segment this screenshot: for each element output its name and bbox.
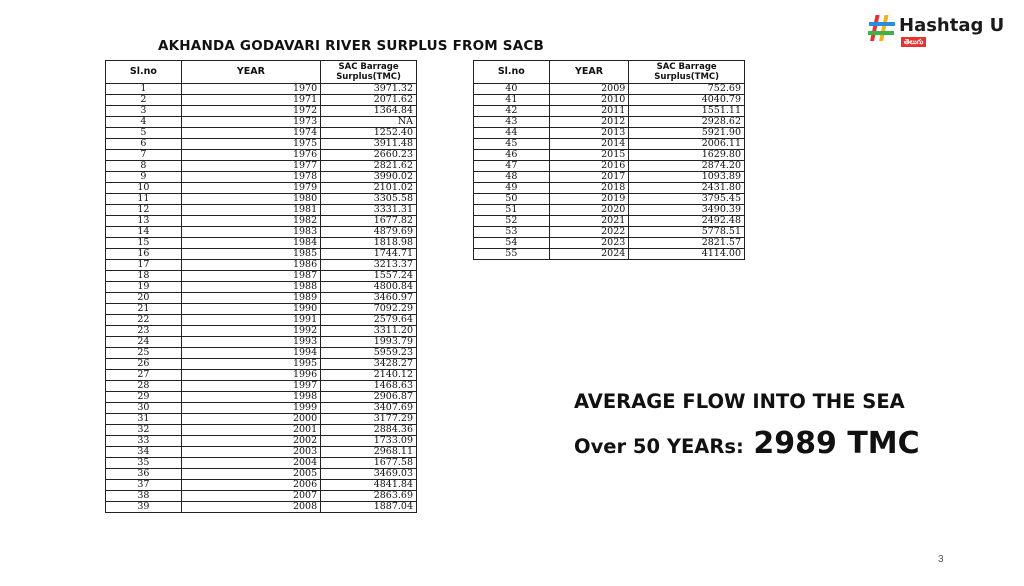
table-row — [474, 194, 745, 205]
cell-sl-no: 5 — [106, 128, 182, 139]
table-row — [106, 414, 417, 425]
table-row — [106, 392, 417, 403]
cell-surplus: 5778.51 — [629, 227, 745, 238]
table-row — [474, 238, 745, 249]
cell-surplus: 3469.03 — [321, 469, 417, 480]
cell-surplus: 2884.36 — [321, 425, 417, 436]
cell-year: 2000 — [181, 414, 320, 425]
cell-surplus: 2101.02 — [321, 183, 417, 194]
cell-surplus: 4114.00 — [629, 249, 745, 260]
cell-year: 1982 — [181, 216, 320, 227]
cell-year: 2008 — [181, 502, 320, 513]
hash-bar-1 — [870, 15, 880, 41]
table-row — [106, 150, 417, 161]
cell-year: 1980 — [181, 194, 320, 205]
table-row — [106, 95, 417, 106]
cell-surplus: 2140.12 — [321, 370, 417, 381]
table-row — [106, 172, 417, 183]
cell-surplus: 3177.29 — [321, 414, 417, 425]
header-sl-no: Sl.no — [474, 61, 550, 84]
cell-surplus: 2874.20 — [629, 161, 745, 172]
cell-year: 2014 — [549, 139, 629, 150]
cell-sl-no: 29 — [106, 392, 182, 403]
cell-sl-no: 31 — [106, 414, 182, 425]
average-flow-prefix: Over 50 YEARs: — [574, 435, 744, 458]
table-row — [106, 381, 417, 392]
table-row — [106, 502, 417, 513]
cell-sl-no: 47 — [474, 161, 550, 172]
cell-year: 1989 — [181, 293, 320, 304]
cell-year: 1996 — [181, 370, 320, 381]
cell-surplus: 752.69 — [629, 84, 745, 95]
cell-surplus: 3460.97 — [321, 293, 417, 304]
cell-surplus: 1093.89 — [629, 172, 745, 183]
cell-sl-no: 11 — [106, 194, 182, 205]
cell-sl-no: 46 — [474, 150, 550, 161]
table-row — [106, 249, 417, 260]
header-surplus-line1: SAC Barrage — [656, 62, 717, 72]
cell-sl-no: 1 — [106, 84, 182, 95]
cell-sl-no: 55 — [474, 249, 550, 260]
cell-sl-no: 50 — [474, 194, 550, 205]
cell-surplus: 2928.62 — [629, 117, 745, 128]
cell-year: 1984 — [181, 238, 320, 249]
cell-surplus: 3490.39 — [629, 205, 745, 216]
cell-surplus: 3305.58 — [321, 194, 417, 205]
cell-sl-no: 51 — [474, 205, 550, 216]
cell-year: 2018 — [549, 183, 629, 194]
cell-sl-no: 16 — [106, 249, 182, 260]
cell-surplus: 3971.32 — [321, 84, 417, 95]
average-flow-heading: AVERAGE FLOW INTO THE SEA — [574, 390, 905, 413]
cell-sl-no: 2 — [106, 95, 182, 106]
cell-sl-no: 22 — [106, 315, 182, 326]
cell-surplus: 4040.79 — [629, 95, 745, 106]
table-row — [106, 315, 417, 326]
cell-sl-no: 6 — [106, 139, 182, 150]
cell-sl-no: 8 — [106, 161, 182, 172]
cell-sl-no: 34 — [106, 447, 182, 458]
table-row — [474, 139, 745, 150]
cell-year: 1972 — [181, 106, 320, 117]
cell-year: 1976 — [181, 150, 320, 161]
cell-year: 1978 — [181, 172, 320, 183]
cell-year: 2017 — [549, 172, 629, 183]
cell-surplus: 3331.31 — [321, 205, 417, 216]
cell-year: 1974 — [181, 128, 320, 139]
table-row — [474, 183, 745, 194]
cell-year: 1992 — [181, 326, 320, 337]
cell-sl-no: 21 — [106, 304, 182, 315]
cell-surplus: 7092.29 — [321, 304, 417, 315]
cell-year: 2015 — [549, 150, 629, 161]
cell-surplus: 3911.48 — [321, 139, 417, 150]
cell-sl-no: 15 — [106, 238, 182, 249]
table-row — [106, 117, 417, 128]
table-row — [106, 139, 417, 150]
cell-year: 1995 — [181, 359, 320, 370]
hash-bar-2 — [879, 15, 889, 41]
cell-surplus: 1993.79 — [321, 337, 417, 348]
cell-surplus: 1252.40 — [321, 128, 417, 139]
header-year: YEAR — [181, 61, 320, 84]
table-row — [106, 304, 417, 315]
table-row — [474, 128, 745, 139]
table-row — [106, 194, 417, 205]
cell-sl-no: 52 — [474, 216, 550, 227]
cell-surplus: 3990.02 — [321, 172, 417, 183]
cell-surplus: 2660.23 — [321, 150, 417, 161]
cell-sl-no: 20 — [106, 293, 182, 304]
cell-sl-no: 39 — [106, 502, 182, 513]
average-flow-value-line — [574, 426, 920, 461]
cell-surplus: 1364.84 — [321, 106, 417, 117]
cell-year: 2001 — [181, 425, 320, 436]
cell-sl-no: 3 — [106, 106, 182, 117]
table-title: AKHANDA GODAVARI RIVER SURPLUS FROM SACB — [158, 38, 544, 54]
table-row — [106, 106, 417, 117]
cell-year: 1999 — [181, 403, 320, 414]
cell-sl-no: 18 — [106, 271, 182, 282]
cell-sl-no: 48 — [474, 172, 550, 183]
average-flow-value: 2989 TMC — [753, 426, 920, 461]
cell-year: 1993 — [181, 337, 320, 348]
cell-surplus: 1744.71 — [321, 249, 417, 260]
table-row — [106, 458, 417, 469]
cell-surplus: 4841.84 — [321, 480, 417, 491]
cell-sl-no: 30 — [106, 403, 182, 414]
cell-year: 2013 — [549, 128, 629, 139]
cell-sl-no: 13 — [106, 216, 182, 227]
cell-surplus: 2492.48 — [629, 216, 745, 227]
cell-surplus: 3311.20 — [321, 326, 417, 337]
hash-bar-3 — [869, 22, 895, 26]
logo-text: Hashtag U — [899, 15, 1005, 36]
cell-sl-no: 4 — [106, 117, 182, 128]
surplus-table-left — [105, 60, 417, 513]
cell-sl-no: 27 — [106, 370, 182, 381]
table-row — [106, 260, 417, 271]
table-row — [474, 249, 745, 260]
cell-year: 2016 — [549, 161, 629, 172]
cell-sl-no: 53 — [474, 227, 550, 238]
table-row — [474, 227, 745, 238]
cell-sl-no: 49 — [474, 183, 550, 194]
table-row — [474, 161, 745, 172]
cell-surplus: 2863.69 — [321, 491, 417, 502]
cell-sl-no: 24 — [106, 337, 182, 348]
cell-year: 1991 — [181, 315, 320, 326]
cell-sl-no: 40 — [474, 84, 550, 95]
table-row — [106, 271, 417, 282]
cell-sl-no: 38 — [106, 491, 182, 502]
cell-year: 2011 — [549, 106, 629, 117]
cell-surplus: 1677.82 — [321, 216, 417, 227]
table-row — [106, 425, 417, 436]
cell-year: 2009 — [549, 84, 629, 95]
cell-year: 1977 — [181, 161, 320, 172]
cell-surplus: 1887.04 — [321, 502, 417, 513]
cell-surplus: 3428.27 — [321, 359, 417, 370]
cell-year: 1975 — [181, 139, 320, 150]
cell-sl-no: 35 — [106, 458, 182, 469]
cell-year: 1988 — [181, 282, 320, 293]
cell-year: 1997 — [181, 381, 320, 392]
cell-year: 2024 — [549, 249, 629, 260]
table-row — [474, 216, 745, 227]
cell-year: 2022 — [549, 227, 629, 238]
header-surplus-line2: Surplus(TMC) — [654, 72, 720, 82]
table-row — [106, 447, 417, 458]
cell-year: 2020 — [549, 205, 629, 216]
cell-sl-no: 26 — [106, 359, 182, 370]
cell-surplus: 2579.64 — [321, 315, 417, 326]
cell-surplus: 2006.11 — [629, 139, 745, 150]
cell-year: 2003 — [181, 447, 320, 458]
cell-surplus: 1551.11 — [629, 106, 745, 117]
cell-surplus: 5959.23 — [321, 348, 417, 359]
cell-sl-no: 42 — [474, 106, 550, 117]
cell-year: 2023 — [549, 238, 629, 249]
cell-surplus: 3407.69 — [321, 403, 417, 414]
cell-surplus: 2821.57 — [629, 238, 745, 249]
cell-year: 1985 — [181, 249, 320, 260]
cell-sl-no: 25 — [106, 348, 182, 359]
logo-subtitle: తెలుగు — [901, 37, 926, 47]
cell-year: 1987 — [181, 271, 320, 282]
cell-surplus: 1677.58 — [321, 458, 417, 469]
table-row — [106, 359, 417, 370]
cell-sl-no: 17 — [106, 260, 182, 271]
cell-year: 2012 — [549, 117, 629, 128]
cell-surplus: 2968.11 — [321, 447, 417, 458]
cell-surplus: 1733.09 — [321, 436, 417, 447]
cell-year: 2007 — [181, 491, 320, 502]
cell-year: 2004 — [181, 458, 320, 469]
table-row — [106, 480, 417, 491]
table-row — [106, 227, 417, 238]
cell-sl-no: 19 — [106, 282, 182, 293]
table-row — [106, 216, 417, 227]
table-row — [106, 161, 417, 172]
table-row — [474, 172, 745, 183]
table-row — [106, 205, 417, 216]
cell-surplus: 2906.87 — [321, 392, 417, 403]
cell-year: 1973 — [181, 117, 320, 128]
table-row — [106, 491, 417, 502]
table-row — [106, 436, 417, 447]
table-row — [474, 95, 745, 106]
header-surplus — [321, 61, 417, 84]
table-row — [106, 403, 417, 414]
cell-year: 1970 — [181, 84, 320, 95]
hashtag-icon — [868, 13, 896, 43]
table-row — [106, 326, 417, 337]
cell-surplus: 1468.63 — [321, 381, 417, 392]
cell-sl-no: 33 — [106, 436, 182, 447]
table-row — [106, 293, 417, 304]
cell-year: 1981 — [181, 205, 320, 216]
header-sl-no: Sl.no — [106, 61, 182, 84]
cell-year: 2019 — [549, 194, 629, 205]
cell-year: 1990 — [181, 304, 320, 315]
cell-surplus: 1818.98 — [321, 238, 417, 249]
cell-year: 1979 — [181, 183, 320, 194]
cell-year: 2006 — [181, 480, 320, 491]
cell-surplus: 3795.45 — [629, 194, 745, 205]
cell-surplus: 3213.37 — [321, 260, 417, 271]
table-row — [474, 150, 745, 161]
table-row — [106, 469, 417, 480]
table-row — [106, 84, 417, 95]
header-year: YEAR — [549, 61, 629, 84]
cell-sl-no: 44 — [474, 128, 550, 139]
cell-sl-no: 45 — [474, 139, 550, 150]
cell-sl-no: 43 — [474, 117, 550, 128]
cell-year: 2021 — [549, 216, 629, 227]
cell-sl-no: 14 — [106, 227, 182, 238]
surplus-table-right — [473, 60, 745, 260]
hashtag-u-logo — [868, 13, 1018, 47]
header-surplus-line1: SAC Barrage — [338, 62, 399, 72]
cell-sl-no: 12 — [106, 205, 182, 216]
cell-sl-no: 32 — [106, 425, 182, 436]
header-surplus-line2: Surplus(TMC) — [336, 72, 401, 82]
table-row — [106, 337, 417, 348]
table-row — [106, 128, 417, 139]
cell-surplus: 4879.69 — [321, 227, 417, 238]
table-row — [106, 370, 417, 381]
cell-surplus: 1557.24 — [321, 271, 417, 282]
cell-sl-no: 41 — [474, 95, 550, 106]
cell-year: 1998 — [181, 392, 320, 403]
cell-sl-no: 10 — [106, 183, 182, 194]
cell-surplus: 5921.90 — [629, 128, 745, 139]
cell-sl-no: 28 — [106, 381, 182, 392]
table-row — [106, 348, 417, 359]
cell-sl-no: 7 — [106, 150, 182, 161]
table-row — [106, 238, 417, 249]
hash-bar-4 — [868, 31, 894, 35]
table-row — [106, 183, 417, 194]
cell-year: 2010 — [549, 95, 629, 106]
table-row — [106, 282, 417, 293]
table-row — [474, 84, 745, 95]
table-row — [474, 106, 745, 117]
cell-year: 1983 — [181, 227, 320, 238]
header-surplus — [629, 61, 745, 84]
table-row — [474, 205, 745, 216]
cell-sl-no: 54 — [474, 238, 550, 249]
cell-sl-no: 23 — [106, 326, 182, 337]
cell-year: 2002 — [181, 436, 320, 447]
cell-surplus: 2821.62 — [321, 161, 417, 172]
cell-sl-no: 37 — [106, 480, 182, 491]
cell-year: 1986 — [181, 260, 320, 271]
cell-year: 2005 — [181, 469, 320, 480]
cell-surplus: 2071.62 — [321, 95, 417, 106]
table-row — [474, 117, 745, 128]
cell-sl-no: 9 — [106, 172, 182, 183]
cell-year: 1971 — [181, 95, 320, 106]
cell-year: 1994 — [181, 348, 320, 359]
page-number: 3 — [938, 554, 944, 565]
cell-surplus: 1629.80 — [629, 150, 745, 161]
cell-surplus: 2431.80 — [629, 183, 745, 194]
cell-surplus: NA — [321, 117, 417, 128]
cell-surplus: 4800.84 — [321, 282, 417, 293]
cell-sl-no: 36 — [106, 469, 182, 480]
